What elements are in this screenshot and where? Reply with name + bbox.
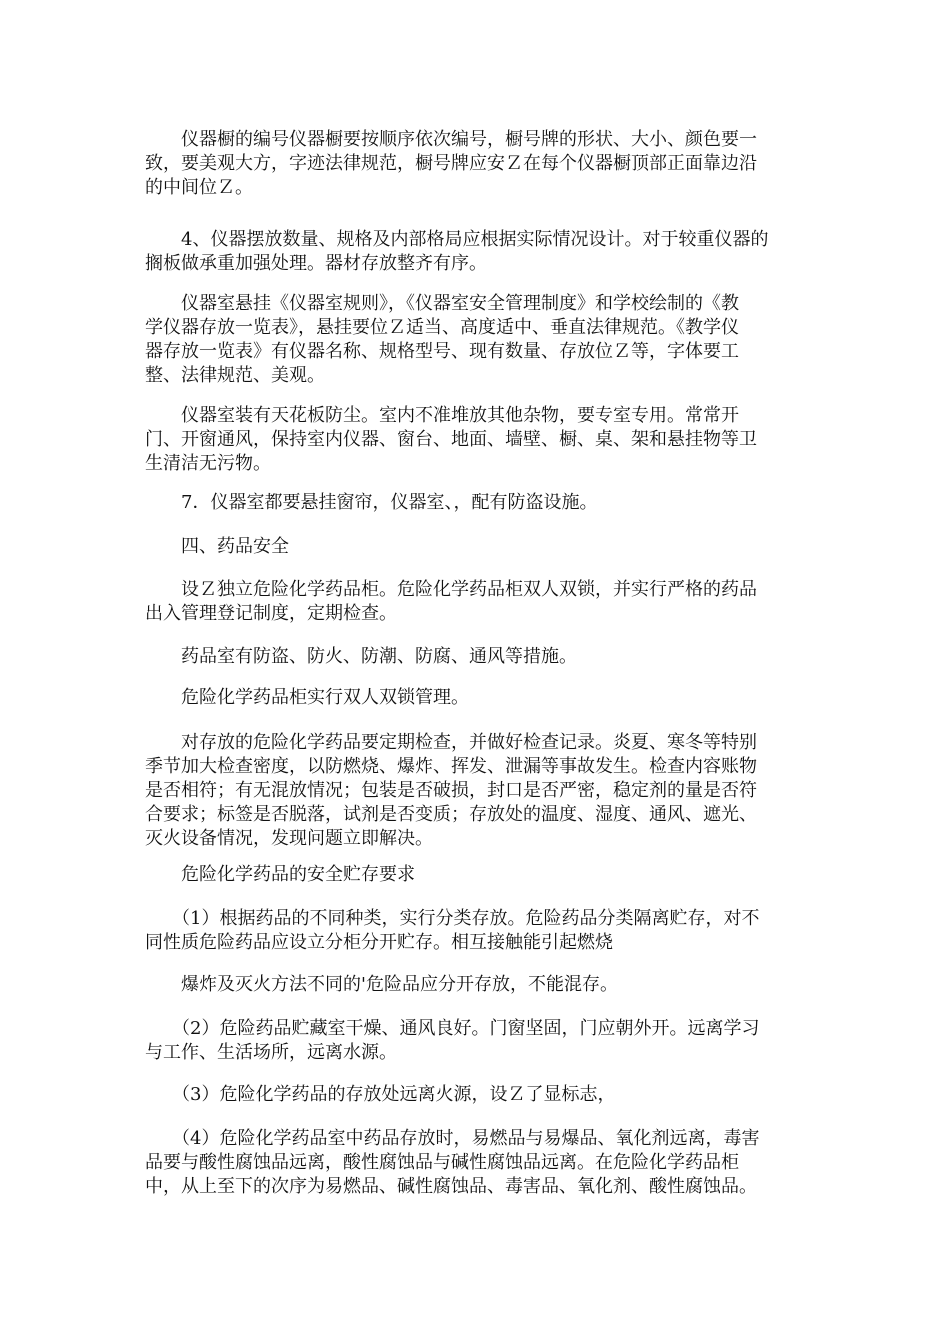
text-line: 对存放的危险化学药品要定期检查，并做好检查记录。炎夏、寒冬等特别 <box>145 732 757 753</box>
paragraph-curtains <box>145 491 817 515</box>
paragraph-storage-requirements-heading <box>145 863 817 887</box>
text-line: 爆炸及灭火方法不同的'危险品应分开存放，不能混存。 <box>145 974 618 995</box>
section-heading-drug-safety <box>145 535 817 559</box>
paragraph-chemical-cabinet <box>145 578 817 626</box>
paragraph-instrument-placement <box>145 228 817 276</box>
text-line: 危险化学药品柜实行双人双锁管理。 <box>145 687 469 708</box>
text-line: 四、药品安全 <box>145 536 289 557</box>
text-line: （3）危险化学药品的存放处远离火源，设Ｚ了显标志， <box>145 1084 616 1105</box>
paragraph-cabinet-numbering <box>145 128 817 200</box>
paragraph-requirement-2 <box>145 1017 817 1065</box>
paragraph-requirement-1 <box>145 907 817 955</box>
text-line: 灭火设备情况，发现问题立即解决。 <box>145 828 433 849</box>
text-line: 致，要美观大方，字迹法律规范，橱号牌应安Ｚ在每个仪器橱顶部正面靠边沿 <box>145 153 757 174</box>
text-line: 仪器室装有天花板防尘。室内不准堆放其他杂物，要专室专用。常常开 <box>145 405 739 426</box>
text-line: 与工作、生活场所，远离水源。 <box>145 1042 397 1063</box>
text-line: （4）危险化学药品室中药品存放时，易燃品与易爆品、氧化剂远离，毒害 <box>145 1128 760 1149</box>
text-line: 仪器橱的编号仪器橱要按顺序依次编号，橱号牌的形状、大小、颜色要一 <box>145 129 757 150</box>
text-line: 4、仪器摆放数量、规格及内部格局应根据实际情况设计。对于较重仪器的 <box>145 229 769 250</box>
paragraph-room-rules <box>145 292 817 388</box>
paragraph-requirement-4 <box>145 1127 817 1199</box>
paragraph-room-cleaning <box>145 404 817 476</box>
text-line: 门、开窗通风，保持室内仪器、窗台、地面、墙壁、橱、桌、架和悬挂物等卫 <box>145 429 757 450</box>
text-line: 7．仪器室都要悬挂窗帘，仪器室、，配有防盗设施。 <box>145 492 598 513</box>
text-line: 器存放一览表》有仪器名称、规格型号、现有数量、存放位Ｚ等，字体要工 <box>145 341 739 362</box>
text-line: 出入管理登记制度，定期检查。 <box>145 603 397 624</box>
text-line: 设Ｚ独立危险化学药品柜。危险化学药品柜双人双锁，并实行严格的药品 <box>145 579 757 600</box>
text-line: （1）根据药品的不同种类，实行分类存放。危险药品分类隔离贮存，对不 <box>145 908 760 929</box>
text-line: 仪器室悬挂《仪器室规则》，《仪器室安全管理制度》和学校绘制的《教 <box>145 293 739 314</box>
text-line: 同性质危险药品应设立分柜分开贮存。相互接触能引起燃烧 <box>145 932 613 953</box>
text-line: 是否相符；有无混放情况；包装是否破损，封口是否严密，稳定剂的量是否符 <box>145 780 757 801</box>
text-line: 品要与酸性腐蚀品远离，酸性腐蚀品与碱性腐蚀品远离。在危险化学药品柜 <box>145 1152 739 1173</box>
text-line: 危险化学药品的安全贮存要求 <box>145 864 415 885</box>
text-line: 学仪器存放一览表》，悬挂要位Ｚ适当、高度适中、垂直法律规范。《教学仪 <box>145 317 739 338</box>
text-line: 的中间位Ｚ。 <box>145 177 253 198</box>
text-line: 季节加大检查密度，以防燃烧、爆炸、挥发、泄漏等事故发生。检查内容账物 <box>145 756 757 777</box>
paragraph-requirement-3 <box>145 1083 817 1107</box>
text-line: 药品室有防盗、防火、防潮、防腐、通风等措施。 <box>145 646 577 667</box>
text-line: （2）危险药品贮藏室干燥、通风良好。门窗坚固，门应朝外开。远离学习 <box>145 1018 760 1039</box>
text-line: 生清洁无污物。 <box>145 453 271 474</box>
text-line: 整、法律规范、美观。 <box>145 365 325 386</box>
text-line: 合要求；标签是否脱落，试剂是否变质；存放处的温度、湿度、通风、遮光、 <box>145 804 757 825</box>
paragraph-regular-inspection <box>145 731 817 851</box>
paragraph-room-measures <box>145 645 817 669</box>
text-line: 搁板做承重加强处理。器材存放整齐有序。 <box>145 253 487 274</box>
paragraph-double-lock <box>145 686 817 710</box>
text-line: 中，从上至下的次序为易燃品、碱性腐蚀品、毒害品、氧化剂、酸性腐蚀品。 <box>145 1176 757 1197</box>
paragraph-requirement-1-continued <box>145 973 817 997</box>
